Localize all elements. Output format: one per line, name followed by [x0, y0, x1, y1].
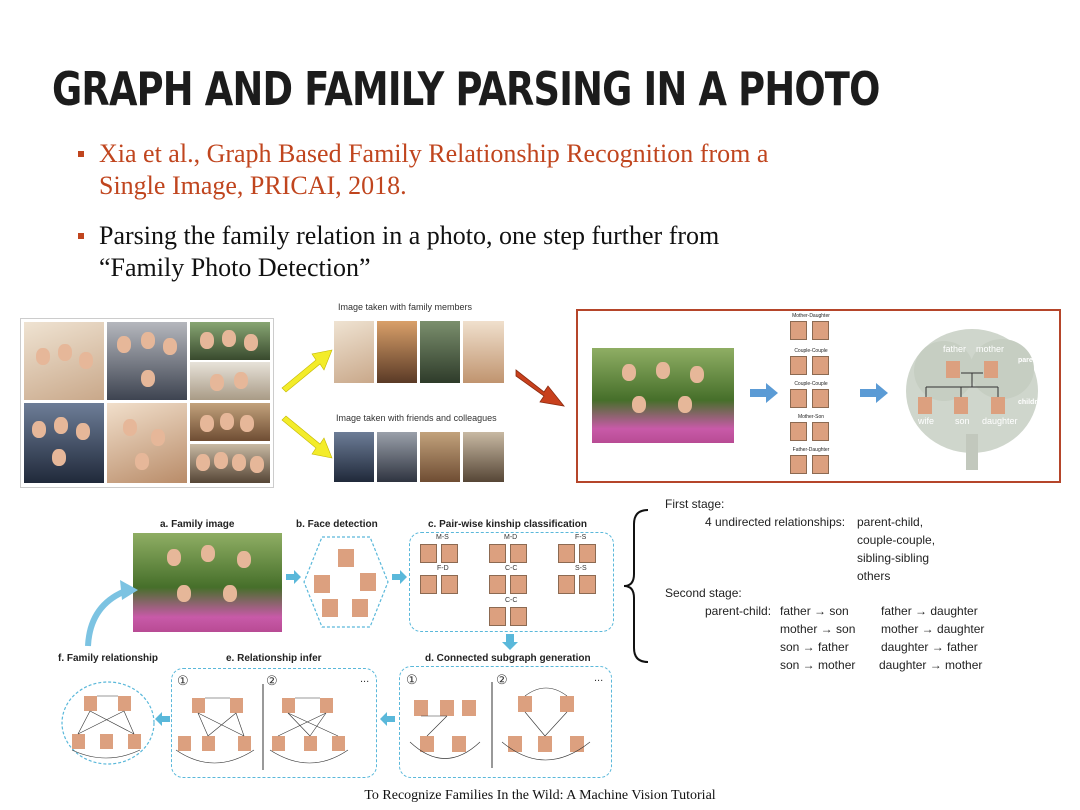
step-d-caption: d. Connected subgraph generation — [425, 653, 591, 664]
figure-photo-grid — [20, 318, 274, 488]
relation-col2-item: father → daughter — [881, 604, 978, 618]
curved-arrow-icon — [80, 580, 140, 650]
relation-col1-item: mother → son — [780, 622, 856, 636]
undirected-item: others — [857, 569, 891, 583]
blue-arrow-1-icon — [750, 383, 780, 403]
bullet-square-icon — [78, 151, 84, 157]
pair-label: Mother-Son — [797, 414, 825, 420]
pair-tag: F-D — [437, 565, 449, 572]
step-f-caption: f. Family relationship — [58, 653, 159, 664]
subgraph-drawing — [400, 680, 605, 770]
relation-col2-item: daughter → mother — [879, 658, 983, 672]
bullet-square-icon — [78, 233, 84, 239]
red-arrow-icon — [514, 362, 566, 408]
tree-label-daughter: daughter — [982, 416, 1018, 426]
relation-col1-item: son → mother — [780, 658, 856, 672]
yellow-arrow-up-icon — [282, 350, 332, 392]
circled-1: ① — [406, 672, 418, 687]
blue-arrow-2-icon — [860, 383, 890, 403]
bullet-description-line2: “Family Photo Detection” — [99, 253, 371, 282]
photo-family-2 — [107, 322, 187, 400]
circled-1-e: ① — [177, 673, 189, 688]
pair-label: Mother-Daughter — [792, 313, 830, 319]
relation-col2-item: mother → daughter — [881, 622, 985, 636]
footer-text: To Recognize Families In the Wild: A Machine Vision Tutorial — [364, 788, 716, 803]
relation-col1-item: son → father — [780, 640, 849, 654]
photo-friends-1 — [24, 403, 104, 483]
pair-list — [786, 313, 836, 479]
tree-label-parents: parents — [1018, 357, 1044, 364]
pair-tag: C-C — [505, 597, 518, 604]
tree-label-father: father — [943, 344, 967, 354]
step-a-caption: a. Family image — [160, 519, 235, 530]
pair-label: Father-Daughter — [792, 447, 830, 453]
yellow-arrow-down-icon — [282, 416, 332, 458]
photo-family-4 — [190, 362, 270, 400]
step-arrow-c-d-icon — [502, 634, 518, 650]
tree-illustration — [902, 319, 1058, 473]
bullet-citation-line2: Single Image, PRICAI, 2018. — [99, 171, 407, 200]
photo-friends-2 — [107, 403, 187, 483]
pair-label: Couple-Couple — [794, 381, 828, 387]
bullet-citation-line1: Xia et al., Graph Based Family Relationship Recognition from a — [99, 139, 769, 168]
step-arrow-a-b-icon — [286, 570, 302, 584]
step-arrow-e-f-icon — [155, 712, 171, 726]
photo-family-1 — [24, 322, 104, 400]
step-arrow-b-c-icon — [392, 570, 408, 584]
yellow-arrows — [278, 340, 338, 470]
pair-tag: M-D — [504, 534, 518, 541]
bullet-description-line1: Parsing the family relation in a photo, one step further from — [99, 221, 720, 250]
family-tree-panel — [576, 309, 1061, 483]
ellipsis-e: ... — [360, 673, 370, 685]
undirected-item: parent-child, — [857, 515, 924, 529]
tree-label-mother: mother — [976, 344, 1005, 354]
circled-2-e: ② — [266, 673, 278, 688]
caption-friends-colleagues: Image taken with friends and colleagues — [336, 413, 497, 423]
undirected-item: sibling-sibling — [857, 551, 930, 565]
family-photo — [592, 348, 734, 443]
photo-friends-4 — [190, 444, 270, 483]
undirected-label: 4 undirected relationships: — [705, 515, 846, 529]
pair-label: Couple-Couple — [794, 348, 828, 354]
second-stage-label: Second stage: — [665, 586, 742, 600]
step-b-caption: b. Face detection — [296, 519, 378, 530]
step-a-family-image — [133, 533, 282, 632]
step-b-hexagon — [302, 535, 390, 629]
undirected-item: couple-couple, — [857, 533, 936, 547]
bracket-icon — [622, 508, 652, 664]
friends-photos-strip — [334, 432, 504, 482]
pair-tag: M-S — [436, 534, 449, 541]
tree-label-wife: wife — [918, 416, 935, 426]
relation-col2-item: daughter → father — [881, 640, 978, 654]
parent-child-label: parent-child: — [705, 604, 772, 618]
pair-tag: F-S — [575, 534, 587, 541]
slide-title: GRAPH AND FAMILY PARSING IN A PHOTO — [52, 62, 880, 116]
caption-family-members: Image taken with family members — [338, 302, 473, 312]
step-arrow-d-e-icon — [380, 712, 396, 726]
ellipsis: ... — [594, 672, 604, 684]
step-c-caption: c. Pair-wise kinship classification — [428, 519, 587, 530]
step-f-ellipse — [60, 680, 156, 766]
inference-drawing — [172, 684, 372, 772]
photo-family-3 — [190, 322, 270, 360]
pair-tag: S-S — [575, 565, 587, 572]
photo-friends-3 — [190, 403, 270, 441]
pair-tag: C-C — [505, 565, 518, 572]
step-e-caption: e. Relationship infer — [226, 653, 322, 664]
relation-col1-item: father → son — [780, 604, 849, 618]
tree-label-son: son — [955, 416, 970, 426]
first-stage-label: First stage: — [665, 497, 725, 511]
tree-label-children: children — [1018, 399, 1046, 406]
family-photos-strip — [334, 321, 504, 383]
circled-2: ② — [496, 672, 508, 687]
